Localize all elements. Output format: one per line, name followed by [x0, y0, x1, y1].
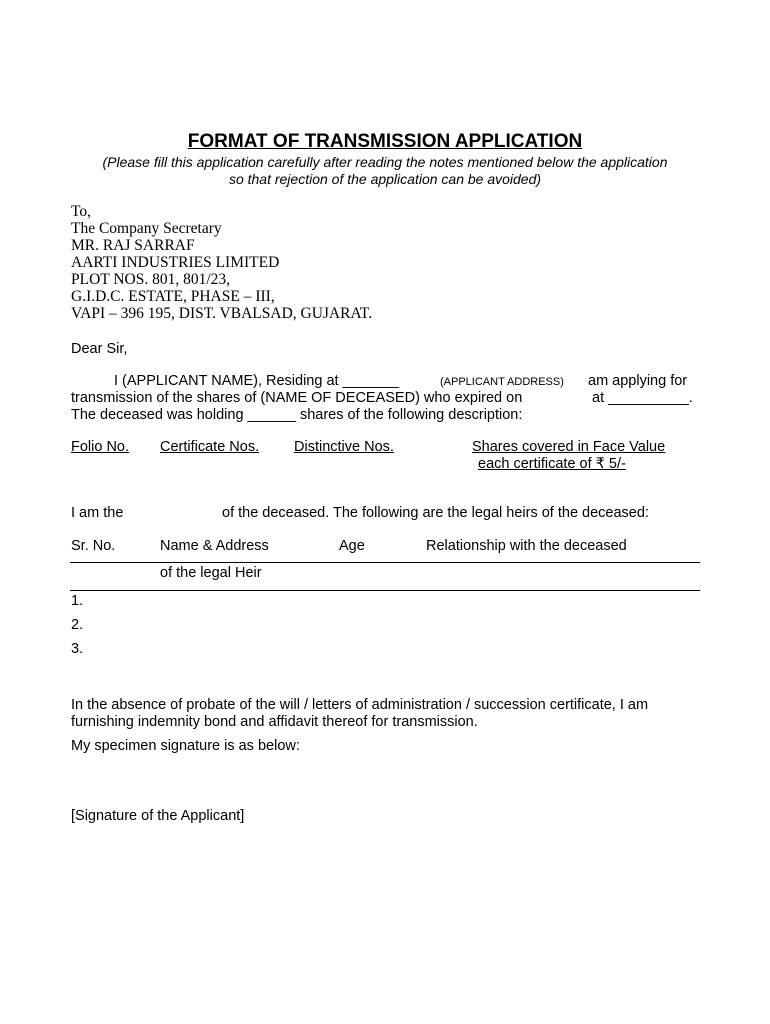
instruction-line-2: so that rejection of the application can be avoided): [228, 171, 542, 187]
salutation: Dear Sir,: [71, 341, 128, 357]
table-row: 1.: [71, 593, 84, 609]
para-line-2b: at __________.: [592, 390, 693, 406]
address-line: G.I.D.C. ESTATE, PHASE – III,: [71, 288, 275, 305]
table-divider: [70, 590, 700, 591]
relationship-header: Relationship with the deceased: [426, 538, 627, 554]
absence-line-2: furnishing indemnity bond and affidavit thereof for transmission.: [71, 714, 478, 730]
distinctive-header: Distinctive Nos.: [294, 439, 394, 455]
table-row: 3.: [71, 641, 84, 657]
relation-text: of the deceased. The following are the legal heirs of the deceased:: [222, 505, 649, 521]
para-line-1a: I (APPLICANT NAME), Residing at _______: [114, 373, 400, 389]
signature-label: [Signature of the Applicant]: [71, 808, 245, 824]
name-address-header: Name & Address: [160, 538, 269, 554]
age-header: Age: [339, 538, 365, 554]
name-address-header-2: of the legal Heir: [160, 565, 262, 581]
instruction-line-1: (Please fill this application carefully after reading the notes mentioned below the application: [102, 154, 668, 170]
para-line-3: The deceased was holding ______ shares of the following description:: [71, 407, 523, 423]
address-line: VAPI – 396 195, DIST. VBALSAD, GUJARAT.: [71, 305, 373, 322]
sr-no-header: Sr. No.: [71, 538, 116, 554]
applicant-address-placeholder: (APPLICANT ADDRESS): [440, 376, 564, 388]
relation-label: I am the: [71, 505, 124, 521]
address-line: AARTI INDUSTRIES LIMITED: [71, 254, 280, 271]
certificate-header: Certificate Nos.: [160, 439, 260, 455]
para-line-2a: transmission of the shares of (NAME OF DECEASED) who expired on: [71, 390, 523, 406]
absence-line-1: In the absence of probate of the will / letters of administration / succession certificate, I am: [71, 697, 649, 713]
specimen-text: My specimen signature is as below:: [71, 738, 300, 754]
table-row: 2.: [71, 617, 84, 633]
shares-covered-header: Shares covered in Face Value: [472, 439, 666, 455]
address-line: To,: [71, 203, 92, 220]
face-value-header: each certificate of ₹ 5/-: [478, 456, 626, 472]
folio-header: Folio No.: [71, 439, 130, 455]
address-line: PLOT NOS. 801, 801/23,: [71, 271, 231, 288]
page-title: FORMAT OF TRANSMISSION APPLICATION: [187, 131, 583, 152]
address-line: The Company Secretary: [71, 220, 222, 237]
table-divider: [70, 562, 700, 563]
para-line-1c: am applying for: [588, 373, 688, 389]
address-line: MR. RAJ SARRAF: [71, 237, 195, 254]
